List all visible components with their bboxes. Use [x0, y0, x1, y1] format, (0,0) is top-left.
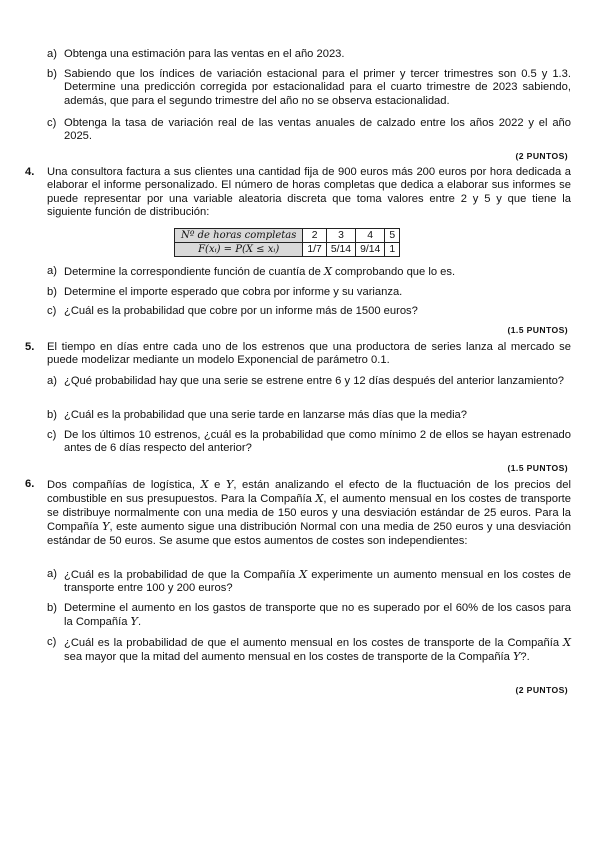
q3-item-a	[47, 48, 571, 61]
q4-item-a-label: a)	[47, 265, 57, 277]
q4-item-a-text	[64, 265, 571, 279]
question-5-text: El tiempo en días entre cada uno de los estrenos que una productora de series lanza al mercado se puede modelizar mediante un modelo Exponencial de parámetro 0.1.	[47, 341, 571, 367]
q3-item-a-label: a)	[47, 48, 57, 60]
q4-item-b-label: b)	[47, 286, 57, 298]
question-6-text-part: , este aumento sigue una distribución Normal con una media de 250 euros y una desviación estándar de 50 euros. Se asume que estos aumentos de costes son independientes:	[47, 521, 571, 547]
q3-item-a-text: Obtenga una estimación para las ventas en el año 2023.	[64, 48, 345, 60]
q6-item-a-text	[64, 568, 571, 596]
cdf-cell: 5/14	[326, 243, 355, 257]
q3-item-c-label: c)	[47, 117, 57, 129]
q4-item-a-text-part: comprobando que lo es.	[331, 266, 456, 278]
q6-item-c-text-part: ?.	[520, 651, 530, 664]
question-6	[25, 478, 571, 548]
hours-cell: 4	[356, 229, 385, 243]
distribution-table	[174, 228, 400, 257]
variable-y: Y	[102, 520, 110, 534]
q5-item-a	[47, 375, 571, 388]
cdf-cell: 1/7	[303, 243, 326, 257]
q3-item-b-label: b)	[47, 68, 57, 80]
distribution-table-row-hours	[175, 229, 400, 243]
q6-item-b-text-part: Determine el aumento en los gastos de transporte que no es superado por el 60% de los casos para la Compañía	[64, 602, 571, 629]
question-6-number: 6.	[25, 478, 35, 490]
variable-x: X	[200, 478, 209, 491]
cdf-header-cell: F(xᵢ) = P(X ≤ xᵢ)	[175, 243, 303, 257]
question-6-text-part: Dos compañías de logística,	[47, 479, 201, 491]
q4-item-a	[47, 265, 571, 279]
q3-item-c	[47, 117, 571, 144]
question-5	[25, 341, 571, 368]
q5-item-b	[47, 409, 571, 422]
question-6-text-part: , el aumento mensual en los costes de transporte se distribuye normalmente con una media de 150 euros y una desviación estándar de 25 euros. Para la Compañía	[47, 493, 571, 534]
question-6-text	[47, 478, 571, 548]
q5-item-a-text: ¿Qué probabilidad hay que una serie se estrene entre 6 y 12 días después del anterior lanzamiento?	[64, 375, 565, 387]
q6-item-b	[47, 602, 571, 630]
cdf-cell: 9/14	[356, 243, 385, 257]
variable-x: X	[563, 636, 571, 649]
q6-item-a-text-part: experimente un aumento mensual en los costes de transporte entre 100 y 200 euros?	[64, 569, 571, 595]
cdf-cell: 1	[385, 243, 400, 257]
q6-item-c-text-part: sea mayor que la mitad del aumento mensual en los costes de transporte de la Compañía	[64, 651, 513, 664]
q6-item-c-label: c)	[47, 636, 57, 648]
hours-cell: 5	[385, 229, 400, 243]
q4-item-c-text: ¿Cuál es la probabilidad que cobre por un informe más de 1500 euros?	[64, 305, 418, 317]
hours-header-cell: Nº de horas completas	[175, 229, 303, 243]
q3-item-c-text: Obtenga la tasa de variación real de las ventas anuales de calzado entre los años 2022 y el año 2025.	[64, 117, 571, 143]
variable-y: Y	[130, 615, 138, 629]
q5-item-b-label: b)	[47, 409, 57, 421]
q5-item-c-label: c)	[47, 429, 57, 441]
q6-item-b-text-part: .	[137, 616, 142, 629]
q6-item-a	[47, 568, 571, 596]
q6-item-c	[47, 636, 571, 665]
question-4-number: 4.	[25, 166, 35, 178]
q4-item-c-label: c)	[47, 305, 57, 317]
question-6-text-part: , están analizando el efecto de la fluctuación de los precios del combustible en sus presupuestos. Para la Compañía	[47, 479, 571, 506]
q5-points: (1.5 PUNTOS)	[507, 463, 568, 473]
q6-item-b-label: b)	[47, 602, 57, 614]
variable-x: X	[323, 265, 332, 278]
question-6-text-part: e	[208, 479, 226, 491]
hours-cell: 3	[326, 229, 355, 243]
variable-y: Y	[225, 478, 234, 491]
q4-points: (1.5 PUNTOS)	[507, 325, 568, 335]
q6-item-b-text	[64, 602, 571, 630]
q6-item-a-text-part: ¿Cuál es la probabilidad de que la Compañía	[64, 569, 300, 581]
q5-item-c-text: De los últimos 10 estrenos, ¿cuál es la probabilidad que como mínimo 2 de ellos se hayan estrenado antes de 6 días respecto del anterior?	[64, 429, 571, 455]
q6-item-c-text-part: ¿Cuál es la probabilidad de que el aumento mensual en los costes de transporte de la Compañía	[64, 637, 564, 649]
variable-y: Y	[513, 650, 521, 664]
question-5-number: 5.	[25, 341, 35, 353]
q6-points: (2 PUNTOS)	[515, 685, 568, 695]
question-4-text: Una consultora factura a sus clientes una cantidad fija de 900 euros más 200 euros por hora dedicada a elaborar el informe personalizado. El número de horas completas que dedica a elaborar sus informes se puede representar por una variable aleatoria discreta que toma valores entre 2 y 5 y que tiene la siguiente función de distribución:	[47, 166, 571, 219]
q5-item-a-label: a)	[47, 375, 57, 387]
question-4	[25, 166, 571, 220]
distribution-table-row-cdf	[175, 243, 400, 257]
q4-item-a-text-part: Determine la correspondiente función de cuantía de	[64, 266, 324, 278]
q5-item-b-text: ¿Cuál es la probabilidad que una serie tarde en lanzarse más días que la media?	[64, 409, 467, 421]
q6-item-a-label: a)	[47, 568, 57, 580]
variable-x: X	[315, 492, 324, 506]
q3-item-b-text: Sabiendo que los índices de variación estacional para el primer y tercer trimestres son 0.5 y 1.3. Determine una predicción corregida por estacionalidad para el cuarto trimestre de 2023 sabiendo, además, que para el segundo trimestre del año no se observa estacionalidad.	[64, 68, 571, 107]
variable-x: X	[299, 568, 308, 581]
hours-cell: 2	[303, 229, 326, 243]
q4-item-c	[47, 305, 571, 318]
q4-item-b	[47, 286, 571, 299]
q6-item-c-text	[64, 636, 571, 665]
q3-points: (2 PUNTOS)	[515, 151, 568, 161]
q3-item-b	[47, 68, 571, 108]
q4-item-b-text: Determine el importe esperado que cobra por informe y su varianza.	[64, 286, 403, 298]
q5-item-c	[47, 429, 571, 456]
